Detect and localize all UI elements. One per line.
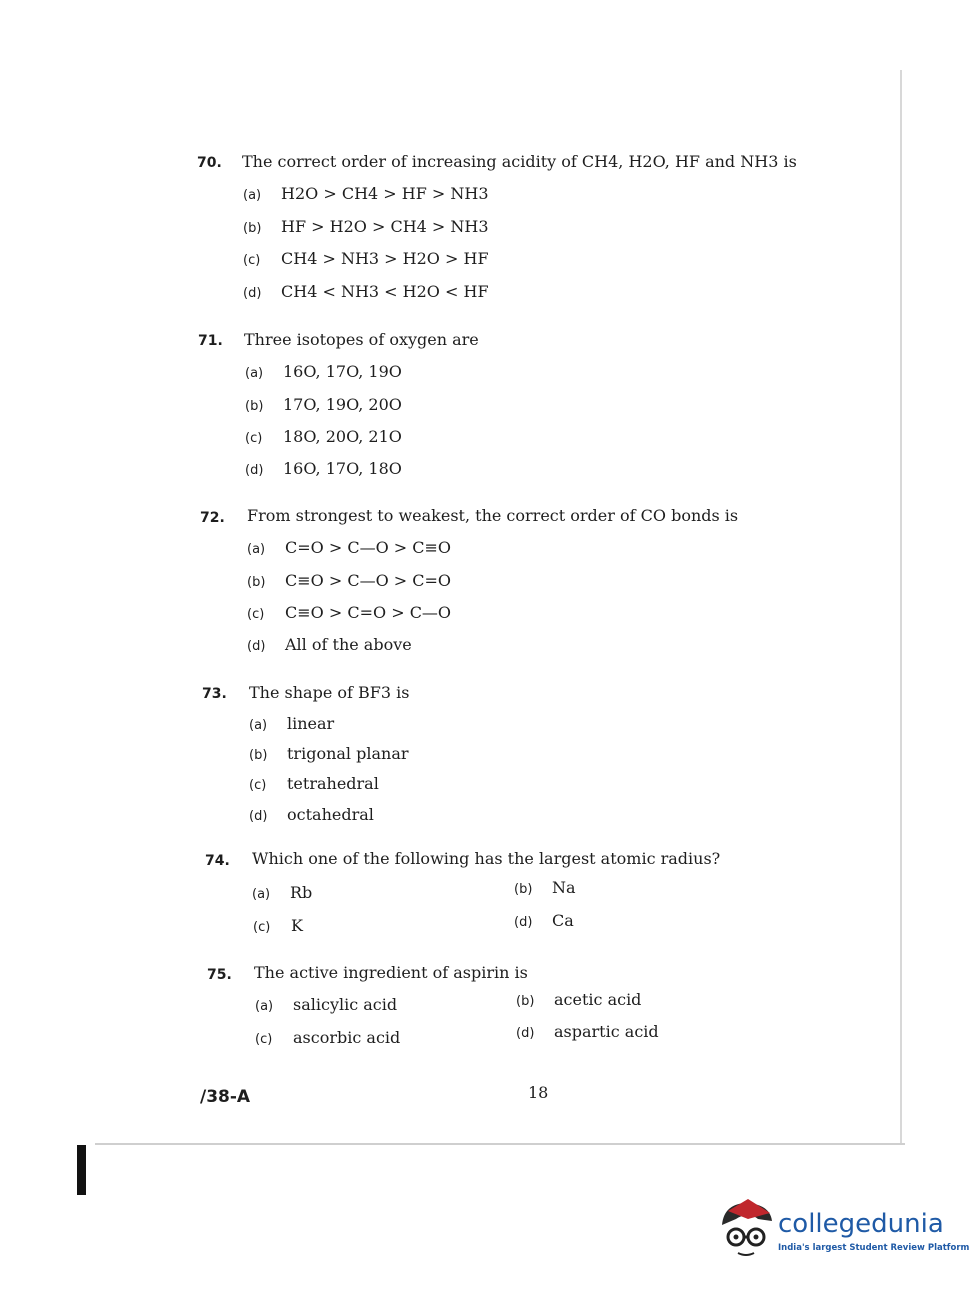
option: (a) H2O > CH4 > HF > NH3 (243, 184, 489, 203)
mascot-icon (718, 1197, 776, 1259)
question-text: Three isotopes of oxygen are (244, 330, 479, 349)
option: (d) 16O, 17O, 18O (245, 459, 402, 478)
question-number: 74. (205, 853, 230, 869)
option: (a) Rb (252, 883, 313, 902)
option: (b) trigonal planar (249, 744, 409, 763)
question-number: 70. (197, 155, 222, 171)
page-number: 18 (528, 1083, 549, 1102)
brand-name: collegedunia (778, 1209, 944, 1239)
question-text: From strongest to weakest, the correct order of CO bonds is (247, 506, 739, 525)
brand-tagline: India's largest Student Review Platform (778, 1243, 970, 1253)
option: (a) salicylic acid (255, 995, 398, 1014)
option: (c) CH4 > NH3 > H2O > HF (243, 249, 489, 268)
option: (c) ascorbic acid (255, 1028, 401, 1047)
collegedunia-logo (718, 1197, 970, 1267)
option: (d) octahedral (249, 805, 374, 824)
option: (c) K (253, 916, 303, 935)
question-number: 75. (207, 967, 232, 983)
question-number: 72. (200, 510, 225, 526)
option: (a) 16O, 17O, 19O (245, 362, 402, 381)
option: (b) acetic acid (516, 990, 642, 1009)
option: (b) 17O, 19O, 20O (245, 395, 402, 414)
option: (c) 18O, 20O, 21O (245, 427, 402, 446)
option: (b) HF > H2O > CH4 > NH3 (243, 217, 489, 236)
option: (d) Ca (514, 911, 574, 930)
question-text: The correct order of increasing acidity of CH4, H2O, HF and NH3 is (242, 152, 797, 171)
option: (d) CH4 < NH3 < H2O < HF (243, 282, 489, 301)
page-edge-bottom (95, 1143, 905, 1145)
option: (b) C≡O > C—O > C=O (247, 571, 452, 590)
option: (b) Na (514, 878, 576, 897)
option: (a) C=O > C—O > C≡O (247, 538, 452, 557)
question-text: Which one of the following has the largest atomic radius? (252, 849, 721, 868)
option: (d) All of the above (247, 635, 412, 654)
question-text: The shape of BF3 is (249, 683, 410, 702)
option: (c) C≡O > C=O > C—O (247, 603, 452, 622)
paper-code: /38-A (200, 1087, 251, 1107)
page-edge-right (900, 70, 902, 1145)
option: (d) aspartic acid (516, 1022, 659, 1041)
question-number: 73. (202, 686, 227, 702)
question-text: The active ingredient of aspirin is (254, 963, 528, 982)
scan-artifact-bar (77, 1145, 86, 1195)
question-number: 71. (198, 333, 223, 349)
option: (a) linear (249, 714, 335, 733)
option: (c) tetrahedral (249, 774, 379, 793)
